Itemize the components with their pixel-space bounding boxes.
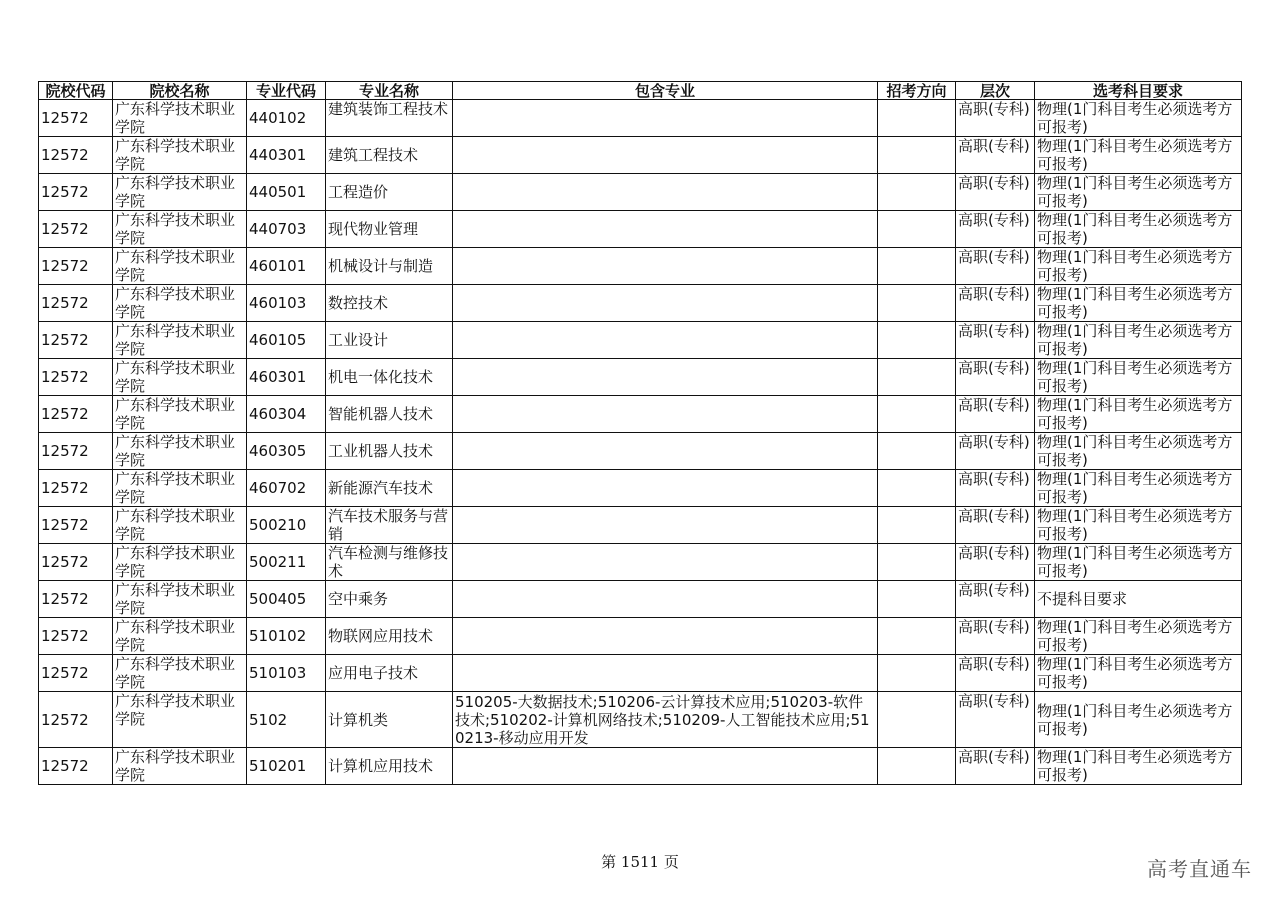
- included-majors-cell: [453, 433, 878, 470]
- included-majors-cell: [453, 100, 878, 137]
- major-name-cell: 工业机器人技术: [326, 433, 453, 470]
- major-code-cell: 460103: [247, 285, 326, 322]
- school-name-cell: 广东科学技术职业学院: [113, 692, 247, 748]
- direction-cell: [878, 137, 956, 174]
- major-code-cell: 500210: [247, 507, 326, 544]
- table-row: [39, 211, 1242, 248]
- direction-cell: [878, 507, 956, 544]
- major-code-cell: 460301: [247, 359, 326, 396]
- header-major-name: 专业名称: [326, 82, 453, 100]
- school-code-cell: 12572: [39, 618, 113, 655]
- table-row: [39, 433, 1242, 470]
- level-cell: 高职(专科): [956, 396, 1035, 433]
- school-code-cell: 12572: [39, 433, 113, 470]
- included-majors-cell: [453, 544, 878, 581]
- school-name-cell: 广东科学技术职业学院: [113, 581, 247, 618]
- level-cell: 高职(专科): [956, 581, 1035, 618]
- table-row: [39, 396, 1242, 433]
- major-name-cell: 机电一体化技术: [326, 359, 453, 396]
- major-name-cell: 工业设计: [326, 322, 453, 359]
- school-name-cell: 广东科学技术职业学院: [113, 211, 247, 248]
- direction-cell: [878, 581, 956, 618]
- subject-requirement-cell: 物理(1门科目考生必须选考方可报考): [1035, 174, 1242, 211]
- included-majors-cell: [453, 359, 878, 396]
- included-majors-cell: [453, 137, 878, 174]
- table-row: [39, 137, 1242, 174]
- table-row: [39, 359, 1242, 396]
- school-name-cell: 广东科学技术职业学院: [113, 618, 247, 655]
- major-code-cell: 460101: [247, 248, 326, 285]
- school-code-cell: 12572: [39, 322, 113, 359]
- admission-table: [38, 81, 1242, 785]
- included-majors-cell: [453, 211, 878, 248]
- school-code-cell: 12572: [39, 211, 113, 248]
- level-cell: 高职(专科): [956, 137, 1035, 174]
- major-code-cell: 500211: [247, 544, 326, 581]
- major-name-cell: 智能机器人技术: [326, 396, 453, 433]
- major-name-cell: 建筑工程技术: [326, 137, 453, 174]
- subject-requirement-cell: 物理(1门科目考生必须选考方可报考): [1035, 692, 1242, 748]
- subject-requirement-cell: 物理(1门科目考生必须选考方可报考): [1035, 100, 1242, 137]
- school-code-cell: 12572: [39, 655, 113, 692]
- included-majors-cell: [453, 396, 878, 433]
- included-majors-cell: [453, 248, 878, 285]
- major-code-cell: 460305: [247, 433, 326, 470]
- level-cell: 高职(专科): [956, 618, 1035, 655]
- school-code-cell: 12572: [39, 692, 113, 748]
- school-name-cell: 广东科学技术职业学院: [113, 655, 247, 692]
- header-row: [39, 82, 1242, 100]
- major-name-cell: 应用电子技术: [326, 655, 453, 692]
- direction-cell: [878, 322, 956, 359]
- header-included-majors: 包含专业: [453, 82, 878, 100]
- school-code-cell: 12572: [39, 100, 113, 137]
- direction-cell: [878, 692, 956, 748]
- direction-cell: [878, 211, 956, 248]
- major-name-cell: 汽车技术服务与营销: [326, 507, 453, 544]
- page-number: 第 1511 页: [601, 853, 679, 871]
- level-cell: 高职(专科): [956, 692, 1035, 748]
- header-subject-requirement: 选考科目要求: [1035, 82, 1242, 100]
- included-majors-cell: [453, 581, 878, 618]
- included-majors-cell: [453, 748, 878, 785]
- subject-requirement-cell: 物理(1门科目考生必须选考方可报考): [1035, 470, 1242, 507]
- school-code-cell: 12572: [39, 581, 113, 618]
- subject-requirement-cell: 物理(1门科目考生必须选考方可报考): [1035, 748, 1242, 785]
- level-cell: 高职(专科): [956, 285, 1035, 322]
- major-code-cell: 460304: [247, 396, 326, 433]
- level-cell: 高职(专科): [956, 655, 1035, 692]
- school-code-cell: 12572: [39, 248, 113, 285]
- school-name-cell: 广东科学技术职业学院: [113, 248, 247, 285]
- table-row: [39, 507, 1242, 544]
- major-name-cell: 新能源汽车技术: [326, 470, 453, 507]
- major-code-cell: 440703: [247, 211, 326, 248]
- included-majors-cell: [453, 285, 878, 322]
- major-name-cell: 物联网应用技术: [326, 618, 453, 655]
- subject-requirement-cell: 物理(1门科目考生必须选考方可报考): [1035, 396, 1242, 433]
- school-name-cell: 广东科学技术职业学院: [113, 322, 247, 359]
- subject-requirement-cell: 物理(1门科目考生必须选考方可报考): [1035, 544, 1242, 581]
- subject-requirement-cell: 物理(1门科目考生必须选考方可报考): [1035, 507, 1242, 544]
- included-majors-cell: [453, 507, 878, 544]
- level-cell: 高职(专科): [956, 211, 1035, 248]
- header-school-name: 院校名称: [113, 82, 247, 100]
- direction-cell: [878, 433, 956, 470]
- level-cell: 高职(专科): [956, 507, 1035, 544]
- subject-requirement-cell: 物理(1门科目考生必须选考方可报考): [1035, 359, 1242, 396]
- included-majors-cell: [453, 322, 878, 359]
- header-direction: 招考方向: [878, 82, 956, 100]
- level-cell: 高职(专科): [956, 174, 1035, 211]
- level-cell: 高职(专科): [956, 248, 1035, 285]
- header-school-code: 院校代码: [39, 82, 113, 100]
- subject-requirement-cell: 物理(1门科目考生必须选考方可报考): [1035, 618, 1242, 655]
- direction-cell: [878, 544, 956, 581]
- major-name-cell: 机械设计与制造: [326, 248, 453, 285]
- table-row: [39, 692, 1242, 748]
- school-code-cell: 12572: [39, 137, 113, 174]
- subject-requirement-cell: 物理(1门科目考生必须选考方可报考): [1035, 655, 1242, 692]
- school-name-cell: 广东科学技术职业学院: [113, 137, 247, 174]
- level-cell: 高职(专科): [956, 100, 1035, 137]
- school-code-cell: 12572: [39, 748, 113, 785]
- school-code-cell: 12572: [39, 507, 113, 544]
- table-row: [39, 748, 1242, 785]
- subject-requirement-cell: 物理(1门科目考生必须选考方可报考): [1035, 285, 1242, 322]
- subject-requirement-cell: 物理(1门科目考生必须选考方可报考): [1035, 322, 1242, 359]
- level-cell: 高职(专科): [956, 359, 1035, 396]
- school-code-cell: 12572: [39, 359, 113, 396]
- school-name-cell: 广东科学技术职业学院: [113, 100, 247, 137]
- subject-requirement-cell: 不提科目要求: [1035, 581, 1242, 618]
- table-row: [39, 285, 1242, 322]
- direction-cell: [878, 655, 956, 692]
- major-code-cell: 440501: [247, 174, 326, 211]
- school-name-cell: 广东科学技术职业学院: [113, 174, 247, 211]
- direction-cell: [878, 100, 956, 137]
- included-majors-cell: [453, 618, 878, 655]
- included-majors-cell: [453, 470, 878, 507]
- direction-cell: [878, 174, 956, 211]
- school-name-cell: 广东科学技术职业学院: [113, 748, 247, 785]
- direction-cell: [878, 396, 956, 433]
- table-row: [39, 248, 1242, 285]
- level-cell: 高职(专科): [956, 433, 1035, 470]
- subject-requirement-cell: 物理(1门科目考生必须选考方可报考): [1035, 248, 1242, 285]
- school-code-cell: 12572: [39, 285, 113, 322]
- direction-cell: [878, 470, 956, 507]
- table-row: [39, 544, 1242, 581]
- included-majors-cell: [453, 655, 878, 692]
- major-code-cell: 440301: [247, 137, 326, 174]
- table-row: [39, 581, 1242, 618]
- school-name-cell: 广东科学技术职业学院: [113, 470, 247, 507]
- school-name-cell: 广东科学技术职业学院: [113, 544, 247, 581]
- direction-cell: [878, 618, 956, 655]
- major-name-cell: 现代物业管理: [326, 211, 453, 248]
- subject-requirement-cell: 物理(1门科目考生必须选考方可报考): [1035, 211, 1242, 248]
- school-code-cell: 12572: [39, 174, 113, 211]
- major-code-cell: 460105: [247, 322, 326, 359]
- direction-cell: [878, 285, 956, 322]
- level-cell: 高职(专科): [956, 748, 1035, 785]
- major-name-cell: 空中乘务: [326, 581, 453, 618]
- major-code-cell: 510201: [247, 748, 326, 785]
- header-major-code: 专业代码: [247, 82, 326, 100]
- direction-cell: [878, 359, 956, 396]
- school-code-cell: 12572: [39, 470, 113, 507]
- direction-cell: [878, 248, 956, 285]
- major-code-cell: 460702: [247, 470, 326, 507]
- major-code-cell: 500405: [247, 581, 326, 618]
- table-row: [39, 100, 1242, 137]
- major-name-cell: 汽车检测与维修技术: [326, 544, 453, 581]
- major-code-cell: 440102: [247, 100, 326, 137]
- direction-cell: [878, 748, 956, 785]
- major-code-cell: 510102: [247, 618, 326, 655]
- school-name-cell: 广东科学技术职业学院: [113, 359, 247, 396]
- major-name-cell: 工程造价: [326, 174, 453, 211]
- school-name-cell: 广东科学技术职业学院: [113, 396, 247, 433]
- school-code-cell: 12572: [39, 544, 113, 581]
- level-cell: 高职(专科): [956, 322, 1035, 359]
- level-cell: 高职(专科): [956, 470, 1035, 507]
- table-row: [39, 174, 1242, 211]
- major-code-cell: 510103: [247, 655, 326, 692]
- major-name-cell: 计算机类: [326, 692, 453, 748]
- subject-requirement-cell: 物理(1门科目考生必须选考方可报考): [1035, 433, 1242, 470]
- table-row: [39, 618, 1242, 655]
- included-majors-cell: 510205-大数据技术;510206-云计算技术应用;510203-软件技术;510202-计算机网络技术;510209-人工智能技术应用;510213-移动应用开发: [453, 692, 878, 748]
- table-row: [39, 470, 1242, 507]
- level-cell: 高职(专科): [956, 544, 1035, 581]
- table-row: [39, 655, 1242, 692]
- watermark: 高考直通车: [1147, 857, 1252, 881]
- subject-requirement-cell: 物理(1门科目考生必须选考方可报考): [1035, 137, 1242, 174]
- table-row: [39, 322, 1242, 359]
- major-name-cell: 数控技术: [326, 285, 453, 322]
- major-name-cell: 计算机应用技术: [326, 748, 453, 785]
- school-code-cell: 12572: [39, 396, 113, 433]
- included-majors-cell: [453, 174, 878, 211]
- school-name-cell: 广东科学技术职业学院: [113, 507, 247, 544]
- major-name-cell: 建筑装饰工程技术: [326, 100, 453, 137]
- major-code-cell: 5102: [247, 692, 326, 748]
- school-name-cell: 广东科学技术职业学院: [113, 433, 247, 470]
- school-name-cell: 广东科学技术职业学院: [113, 285, 247, 322]
- header-level: 层次: [956, 82, 1035, 100]
